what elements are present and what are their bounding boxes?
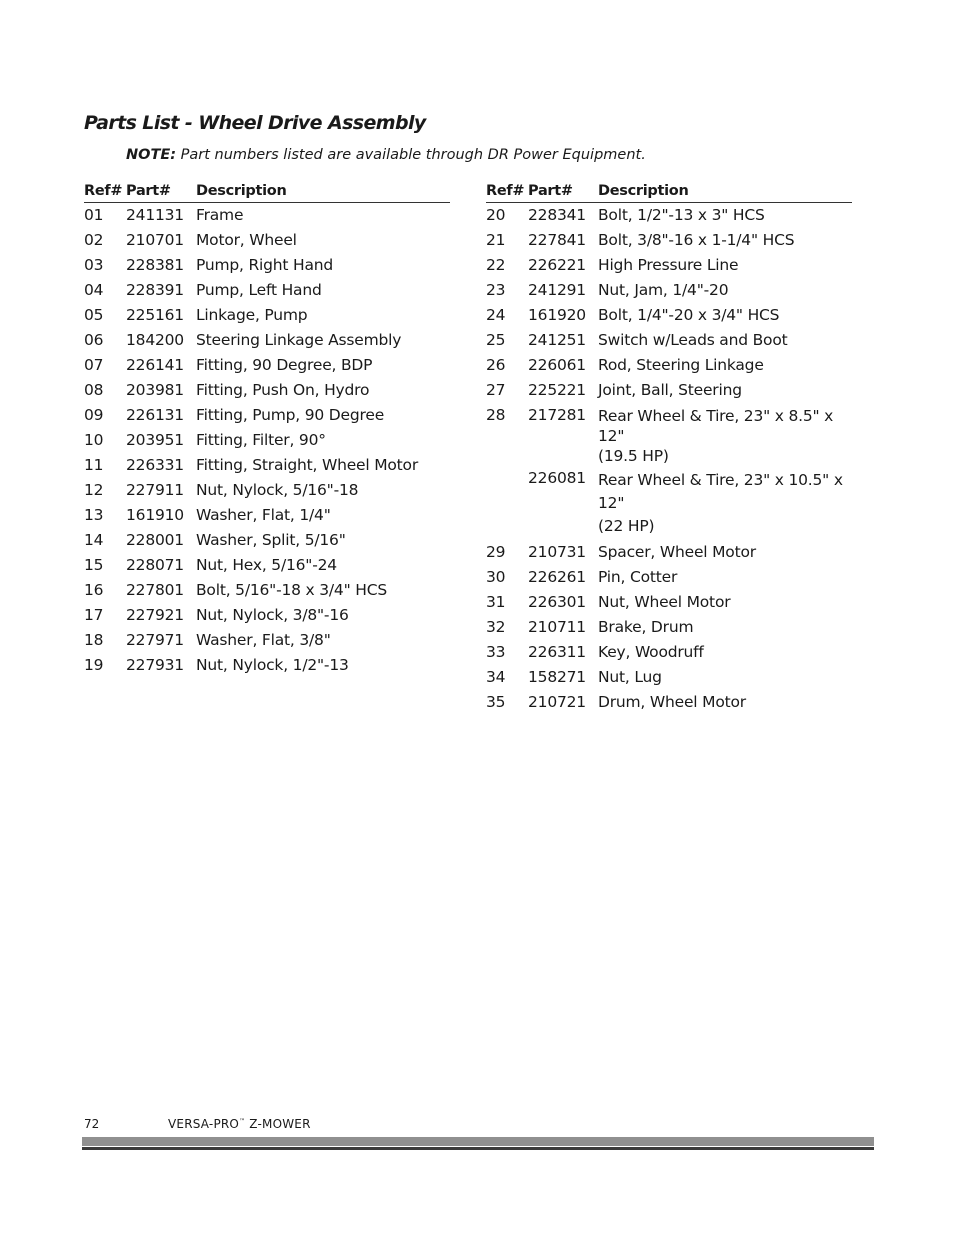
part-cell: 227931 <box>126 656 184 674</box>
table-row <box>486 640 852 665</box>
ref-cell: 05 <box>84 306 104 324</box>
description-cell: Key, Woodruff <box>598 643 704 661</box>
table-row <box>84 328 450 353</box>
ref-cell: 16 <box>84 581 104 599</box>
product-prefix: VERSA-PRO <box>168 1117 240 1131</box>
ref-cell: 06 <box>84 331 104 349</box>
ref-cell: 32 <box>486 618 506 636</box>
ref-cell: 09 <box>84 406 104 424</box>
page-number: 72 <box>84 1117 100 1131</box>
part-cell: 203981 <box>126 381 184 399</box>
table-row <box>84 303 450 328</box>
table-row <box>486 353 852 378</box>
description-cell: Switch w/Leads and Boot <box>598 331 788 349</box>
part-cell: 226081 <box>528 469 586 487</box>
table-row <box>84 253 450 278</box>
description-cell: Pump, Right Hand <box>196 256 334 274</box>
table-row <box>84 203 450 228</box>
table-header <box>84 183 450 203</box>
table-row <box>486 328 852 353</box>
table-row <box>84 653 450 678</box>
part-cell: 184200 <box>126 331 184 349</box>
header-description: Description <box>598 183 689 199</box>
description-cell: Bolt, 1/4"-20 x 3/4" HCS <box>598 306 780 324</box>
ref-cell: 35 <box>486 693 506 711</box>
parts-table-left <box>84 183 450 678</box>
ref-cell: 12 <box>84 481 104 499</box>
part-cell: 241291 <box>528 281 586 299</box>
description-cell <box>598 403 852 466</box>
description-cell: Bolt, 5/16"-18 x 3/4" HCS <box>196 581 387 599</box>
description-cell: Fitting, Straight, Wheel Motor <box>196 456 419 474</box>
ref-cell: 10 <box>84 431 104 449</box>
product-name <box>168 1117 311 1131</box>
table-row <box>486 615 852 640</box>
part-cell: 210711 <box>528 618 586 636</box>
ref-cell: 24 <box>486 306 506 324</box>
description-cell: High Pressure Line <box>598 256 739 274</box>
ref-cell: 07 <box>84 356 104 374</box>
part-cell: 226061 <box>528 356 586 374</box>
description-cell: Washer, Flat, 3/8" <box>196 631 331 649</box>
table-row <box>84 478 450 503</box>
table-row <box>486 690 852 715</box>
ref-cell: 11 <box>84 456 104 474</box>
description-cell: Fitting, Filter, 90° <box>196 431 326 449</box>
parts-table-right <box>486 183 852 715</box>
header-part: Part# <box>528 183 573 199</box>
ref-cell: 25 <box>486 331 506 349</box>
ref-cell: 23 <box>486 281 506 299</box>
table-row <box>486 403 852 466</box>
ref-cell: 30 <box>486 568 506 586</box>
table-row <box>84 503 450 528</box>
part-cell: 241251 <box>528 331 586 349</box>
table-row <box>84 278 450 303</box>
part-cell: 210721 <box>528 693 586 711</box>
part-cell: 227971 <box>126 631 184 649</box>
description-cell: Nut, Wheel Motor <box>598 593 731 611</box>
ref-cell: 21 <box>486 231 506 249</box>
part-cell: 226261 <box>528 568 586 586</box>
description-cell: Bolt, 3/8"-16 x 1-1/4" HCS <box>598 231 795 249</box>
description-cell: Nut, Nylock, 5/16"-18 <box>196 481 359 499</box>
part-cell: 228001 <box>126 531 184 549</box>
ref-cell: 14 <box>84 531 104 549</box>
description-line: Rear Wheel & Tire, 23" x 8.5" x 12" <box>598 407 834 445</box>
part-cell: 226221 <box>528 256 586 274</box>
table-row <box>486 278 852 303</box>
ref-cell: 01 <box>84 206 104 224</box>
ref-cell: 03 <box>84 256 104 274</box>
description-cell <box>598 466 852 540</box>
description-cell: Pump, Left Hand <box>196 281 322 299</box>
table-row <box>84 453 450 478</box>
description-cell: Bolt, 1/2"-13 x 3" HCS <box>598 206 765 224</box>
part-cell: 228381 <box>126 256 184 274</box>
trademark-mark: ™ <box>239 1118 246 1125</box>
part-cell: 161910 <box>126 506 184 524</box>
part-cell: 228391 <box>126 281 184 299</box>
description-cell: Washer, Flat, 1/4" <box>196 506 331 524</box>
description-cell: Frame <box>196 206 244 224</box>
part-cell: 226331 <box>126 456 184 474</box>
table-row <box>84 353 450 378</box>
part-cell: 161920 <box>528 306 586 324</box>
description-cell: Joint, Ball, Steering <box>598 381 742 399</box>
description-cell: Rod, Steering Linkage <box>598 356 764 374</box>
table-row <box>486 253 852 278</box>
table-header <box>486 183 852 203</box>
part-cell: 227921 <box>126 606 184 624</box>
description-cell: Fitting, 90 Degree, BDP <box>196 356 373 374</box>
part-cell: 227911 <box>126 481 184 499</box>
table-row <box>84 578 450 603</box>
product-suffix: Z-MOWER <box>245 1117 311 1131</box>
table-row <box>486 203 852 228</box>
ref-cell: 33 <box>486 643 506 661</box>
part-cell: 226301 <box>528 593 586 611</box>
ref-cell: 34 <box>486 668 506 686</box>
table-row <box>486 540 852 565</box>
part-cell: 203951 <box>126 431 184 449</box>
table-body <box>486 203 852 715</box>
ref-cell: 26 <box>486 356 506 374</box>
ref-cell: 02 <box>84 231 104 249</box>
ref-cell <box>486 466 528 540</box>
description-cell: Fitting, Pump, 90 Degree <box>196 406 385 424</box>
description-cell: Nut, Lug <box>598 668 662 686</box>
note-text: Part numbers listed are available through DR Power Equipment. <box>180 147 646 163</box>
part-cell: 225221 <box>528 381 586 399</box>
header-ref: Ref# <box>486 183 525 199</box>
table-row <box>84 378 450 403</box>
description-cell: Nut, Nylock, 3/8"-16 <box>196 606 349 624</box>
table-row <box>486 665 852 690</box>
table-row <box>486 590 852 615</box>
description-cell: Steering Linkage Assembly <box>196 331 402 349</box>
table-row <box>84 428 450 453</box>
table-row <box>84 603 450 628</box>
table-row <box>84 403 450 428</box>
part-cell: 228071 <box>126 556 184 574</box>
ref-cell: 17 <box>84 606 104 624</box>
ref-cell: 28 <box>486 406 506 424</box>
part-cell: 226131 <box>126 406 184 424</box>
table-row <box>84 553 450 578</box>
description-cell: Nut, Hex, 5/16"-24 <box>196 556 337 574</box>
table-row <box>486 565 852 590</box>
description-cell: Fitting, Push On, Hydro <box>196 381 370 399</box>
page-title: Parts List - Wheel Drive Assembly <box>84 112 426 134</box>
description-cell: Washer, Split, 5/16" <box>196 531 346 549</box>
description-line: Rear Wheel & Tire, 23" x 10.5" x 12" <box>598 471 843 512</box>
description-cell: Pin, Cotter <box>598 568 678 586</box>
part-cell: 158271 <box>528 668 586 686</box>
ref-cell: 27 <box>486 381 506 399</box>
description-cell: Brake, Drum <box>598 618 694 636</box>
description-cell: Nut, Jam, 1/4"-20 <box>598 281 729 299</box>
table-body <box>84 203 450 678</box>
ref-cell: 15 <box>84 556 104 574</box>
description-cell: Nut, Nylock, 1/2"-13 <box>196 656 349 674</box>
part-cell: 210731 <box>528 543 586 561</box>
ref-cell: 08 <box>84 381 104 399</box>
note-label: NOTE: <box>126 147 177 163</box>
part-cell: 226141 <box>126 356 184 374</box>
ref-cell: 13 <box>84 506 104 524</box>
description-cell: Motor, Wheel <box>196 231 297 249</box>
table-row <box>486 303 852 328</box>
note <box>126 147 646 163</box>
part-cell: 226311 <box>528 643 586 661</box>
header-description: Description <box>196 183 287 199</box>
table-row <box>84 528 450 553</box>
part-cell: 228341 <box>528 206 586 224</box>
ref-cell: 20 <box>486 206 506 224</box>
part-cell: 217281 <box>528 406 586 424</box>
ref-cell: 04 <box>84 281 104 299</box>
header-part: Part# <box>126 183 171 199</box>
table-row <box>486 378 852 403</box>
table-row <box>84 228 450 253</box>
header-ref: Ref# <box>84 183 123 199</box>
table-row <box>84 628 450 653</box>
ref-cell: 29 <box>486 543 506 561</box>
description-cell: Spacer, Wheel Motor <box>598 543 756 561</box>
description-line: (22 HP) <box>598 517 655 535</box>
ref-cell: 19 <box>84 656 104 674</box>
part-cell: 241131 <box>126 206 184 224</box>
table-row <box>486 466 852 540</box>
description-line: (19.5 HP) <box>598 447 669 465</box>
description-cell: Drum, Wheel Motor <box>598 693 746 711</box>
description-cell: Linkage, Pump <box>196 306 308 324</box>
ref-cell: 31 <box>486 593 506 611</box>
part-cell: 227801 <box>126 581 184 599</box>
footer-rule <box>82 1137 874 1150</box>
part-cell: 225161 <box>126 306 184 324</box>
table-row <box>486 228 852 253</box>
ref-cell: 22 <box>486 256 506 274</box>
part-cell: 210701 <box>126 231 184 249</box>
ref-cell: 18 <box>84 631 104 649</box>
part-cell: 227841 <box>528 231 586 249</box>
